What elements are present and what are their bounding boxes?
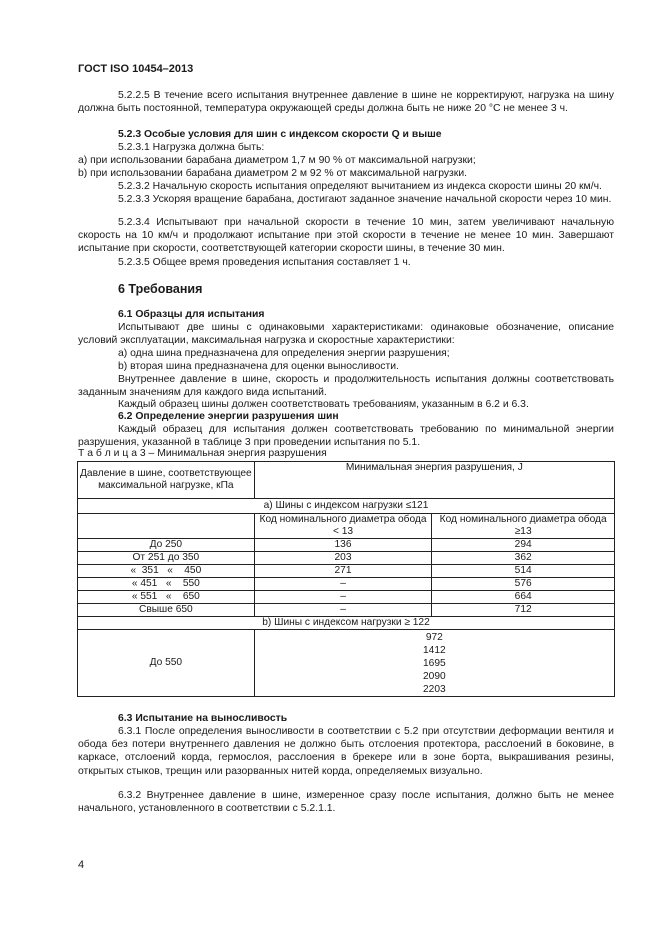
table-cell: 514: [432, 565, 615, 578]
table-row: [78, 578, 615, 591]
list-item-b: b) при использовании барабана диаметром 2 м 92 % от максимальной нагрузки.: [78, 168, 468, 179]
heading-6-3: 6.3 Испытание на выносливость: [118, 713, 288, 724]
energy-value: 2203: [423, 683, 446, 695]
table-cell: « 451 « 550: [78, 578, 255, 591]
table-cell: 712: [432, 604, 615, 617]
paragraph-6-1-intro: Испытывают две шины с одинаковыми характеристиками: одинаковые обозначение, описание условий эксплуатации, максимальная нагрузка и скоростные характеристики:: [78, 322, 614, 347]
paragraph-5-2-2-5: 5.2.2.5 В течение всего испытания внутреннее давление в шине не корректируют, нагрузка на шину должна быть постоянной, температура окружающей среды должна быть не ниже 20 °С не менее 3 ч.: [78, 90, 614, 115]
table-cell-values-group-b: [254, 630, 614, 697]
table-cell: 203: [254, 552, 432, 565]
paragraph-6-2: Каждый образец для испытания должен соответствовать требованию по минимальной энергии разрушения, указанной в таблице 3 при проведении испытания по 5.1.: [78, 424, 614, 449]
table-header-pressure: Давление в шине, соответствующее максимальной нагрузке, кПа: [78, 462, 255, 499]
document-header: ГОСТ ISO 10454–2013: [78, 63, 194, 75]
section-6-title: 6 Требования: [118, 282, 203, 296]
table-row: [78, 630, 615, 697]
table-cell: 664: [432, 591, 615, 604]
table-row: [78, 539, 615, 552]
paragraph-6-1-conditions: Внутреннее давление в шине, скорость и продолжительность испытания должны соответствовать заданным значениям для каждого вида испытаний.: [78, 374, 614, 399]
table-cell: До 550: [78, 630, 255, 697]
table-header-energy: Минимальная энергия разрушения, J: [254, 462, 614, 499]
table-cell: До 250: [78, 539, 255, 552]
energy-table: [77, 461, 615, 697]
table-cell: 576: [432, 578, 615, 591]
table-cell: –: [254, 604, 432, 617]
table-group-b: b) Шины с индексом нагрузки ≥ 122: [78, 617, 615, 630]
table-group-a: а) Шины с индексом нагрузки ≤121: [78, 499, 615, 514]
paragraph-6-3-1: 6.3.1 После определения выносливости в соответствии с 5.2 при отсутствии деформации вентиля и обода без потери внутреннего давления не должно быть отслоения протектора, расслоений в боковине, в каркасе, отслоений корда, гермослоя, расслоения в брекере или в зоне борта, выкрашивания резины, открытых стыков, трещин или разорванных нитей корда, определяемых визуально.: [78, 726, 614, 777]
table-row: [78, 552, 615, 565]
table-cell: 294: [432, 539, 615, 552]
heading-5-2-3: 5.2.3 Особые условия для шин с индексом скорости Q и выше: [118, 129, 442, 140]
energy-value: 2090: [423, 670, 446, 682]
heading-6-1: 6.1 Образцы для испытания: [118, 309, 265, 320]
energy-value: 1412: [423, 644, 446, 656]
paragraph-5-2-3-1: 5.2.3.1 Нагрузка должна быть:: [118, 142, 265, 153]
table-subheader-empty: [78, 514, 255, 539]
table-cell: От 251 до 350: [78, 552, 255, 565]
table-row: [78, 565, 615, 578]
table-cell: « 351 « 450: [78, 565, 255, 578]
list-item-a: а) при использовании барабана диаметром 1,7 м 90 % от максимальной нагрузки;: [78, 155, 476, 166]
energy-value: 1695: [423, 657, 446, 669]
table-subheader-rim-ge13: Код номинального диаметра обода ≥13: [432, 514, 615, 539]
paragraph-5-2-3-3: 5.2.3.3 Ускоряя вращение барабана, достигают заданное значение начальной скорости через 10 мин.: [118, 194, 612, 205]
table-cell: Свыше 650: [78, 604, 255, 617]
paragraph-5-2-3-2: 5.2.3.2 Начальную скорость испытания определяют вычитанием из индекса скорости шины 20 км/ч.: [118, 181, 602, 192]
table-cell: 362: [432, 552, 615, 565]
table-caption: Т а б л и ц а 3 – Минимальная энергия разрушения: [78, 448, 327, 459]
table-cell: –: [254, 591, 432, 604]
table-subheader-rim-lt13: Код номинального диаметра обода < 13: [254, 514, 432, 539]
paragraph-6-3-2: 6.3.2 Внутреннее давление в шине, измеренное сразу после испытания, должно быть не менее начального, установленного в соответствии с 5.2.1.1.: [78, 790, 614, 815]
table-row: [78, 604, 615, 617]
table-cell: –: [254, 578, 432, 591]
table-cell: 271: [254, 565, 432, 578]
heading-6-2: 6.2 Определение энергии разрушения шин: [118, 411, 339, 422]
table-row: [78, 591, 615, 604]
paragraph-5-2-3-5: 5.2.3.5 Общее время проведения испытания составляет 1 ч.: [118, 257, 411, 268]
list-item-6-1-a: а) одна шина предназначена для определения энергии разрушения;: [118, 348, 450, 359]
table-cell: « 551 « 650: [78, 591, 255, 604]
page-number: 4: [78, 859, 85, 871]
table-cell: 136: [254, 539, 432, 552]
list-item-6-1-b: b) вторая шина предназначена для оценки выносливости.: [118, 361, 399, 372]
energy-value: 972: [425, 631, 443, 643]
paragraph-5-2-3-4: 5.2.3.4 Испытывают при начальной скорости в течение 10 мин, затем увеличивают начальную скорость на 10 км/ч и продолжают испытание при этой скорости в течение не менее 10 мин. Завершают испытание при скорости, соответствующей категории скорости шины, в течение 30 мин.: [78, 217, 614, 255]
paragraph-6-1-requirements: Каждый образец шины должен соответствовать требованиям, указанным в 6.2 и 6.3.: [118, 399, 529, 410]
